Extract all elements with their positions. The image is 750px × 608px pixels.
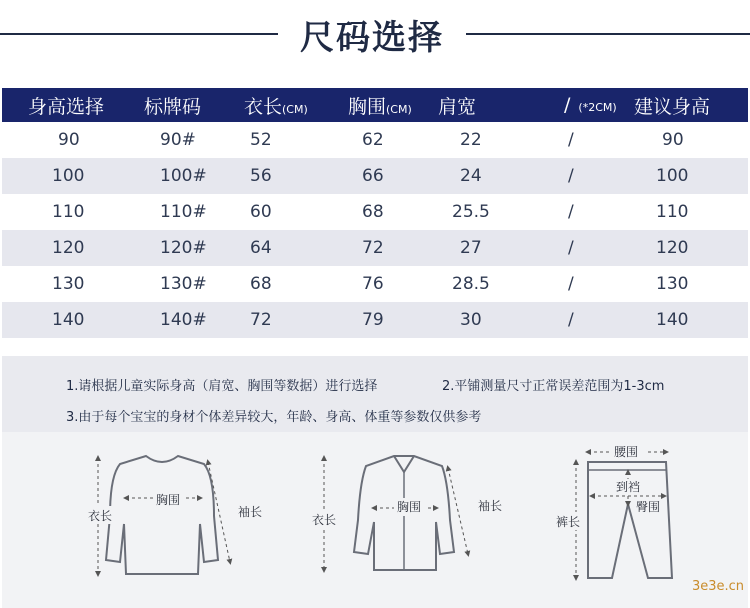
cell-slash: /	[568, 202, 574, 222]
header-label: /	[564, 94, 571, 116]
header-label: 肩宽	[438, 95, 477, 118]
pants-hip-label: 臀围	[636, 500, 661, 514]
cell-suggested-height: 140	[632, 302, 748, 338]
cell-height-select: 90	[58, 130, 80, 150]
cell-height-select: 100	[2, 158, 140, 194]
shirt-chest-label: 胸围	[397, 500, 422, 514]
note-3: 3.由于每个宝宝的身材个体差异较大，年龄、身高、体重等参数仅供参考	[66, 410, 482, 425]
cell-slash: /	[546, 158, 632, 194]
cell-shoulder: 24	[436, 158, 546, 194]
table-header-row	[2, 88, 748, 122]
pants-length-label: 裤长	[556, 515, 581, 529]
title-row	[0, 0, 750, 72]
notes-panel	[2, 356, 748, 432]
header-label: 身高选择	[28, 95, 105, 118]
sweater-length-label: 衣长	[88, 509, 113, 523]
header-suggested-height	[632, 88, 748, 122]
cell-height-select: 140	[2, 302, 140, 338]
header-label: 胸围	[348, 95, 387, 118]
cell-shoulder: 25.5	[452, 202, 490, 222]
shirt-sleeve-line	[448, 468, 468, 554]
cell-chest: 66	[344, 158, 436, 194]
table-row	[2, 122, 748, 158]
table-row	[2, 266, 748, 302]
cell-tag-size: 120#	[140, 230, 240, 266]
watermark: 3e3e.cn	[691, 579, 744, 594]
diagram-canvas	[2, 432, 748, 608]
table-row	[2, 302, 748, 338]
table-row	[2, 194, 748, 230]
header-shoulder	[436, 88, 546, 122]
cell-length: 60	[250, 202, 272, 222]
cell-slash: /	[546, 302, 632, 338]
cell-suggested-height: 100	[632, 158, 748, 194]
title-divider-left	[0, 33, 278, 35]
table-row	[2, 158, 748, 194]
cell-height-select: 110	[52, 202, 85, 222]
cell-tag-size: 140#	[140, 302, 240, 338]
cell-height-select: 120	[2, 230, 140, 266]
cell-chest: 79	[344, 302, 436, 338]
cell-tag-size: 110#	[160, 202, 207, 222]
header-label: 建议身高	[634, 95, 711, 118]
cell-suggested-height: 90	[662, 130, 684, 150]
cell-shoulder: 28.5	[452, 274, 490, 294]
shirt-sleeve-label: 袖长	[478, 499, 503, 513]
header-height-select	[2, 88, 140, 122]
cell-tag-size: 90#	[160, 130, 196, 150]
sweater-outline	[106, 456, 218, 574]
shirt-diagram	[310, 456, 510, 570]
pants-diagram	[554, 444, 672, 578]
table-row	[2, 230, 748, 266]
note-1: 1.请根据儿童实际身高（肩宽、胸围等数据）进行选择	[66, 379, 378, 394]
shirt-length-label: 衣长	[312, 513, 337, 527]
cell-length: 72	[240, 302, 344, 338]
sweater-chest-label: 胸围	[156, 493, 181, 507]
header-tag-size	[140, 88, 240, 122]
note-2: 2.平铺测量尺寸正常误差范围为1-3cm	[442, 379, 665, 394]
cell-tag-size: 100#	[140, 158, 240, 194]
cell-shoulder: 22	[460, 130, 482, 150]
header-unit: (CM)	[282, 102, 308, 116]
cell-suggested-height: 130	[656, 274, 689, 294]
header-chest	[344, 88, 436, 122]
cell-chest: 62	[362, 130, 384, 150]
cell-length: 64	[240, 230, 344, 266]
cell-length: 52	[250, 130, 272, 150]
shirt-collar	[394, 456, 414, 472]
cell-tag-size: 130#	[160, 274, 207, 294]
header-label: 衣长	[244, 95, 283, 118]
cell-chest: 76	[362, 274, 384, 294]
cell-chest: 72	[344, 230, 436, 266]
header-slash	[546, 88, 632, 122]
pants-crotch-label: 到裆	[616, 480, 641, 494]
header-label: 标牌码	[144, 95, 202, 118]
header-unit: (*2CM)	[578, 101, 617, 114]
title-divider-right	[466, 33, 750, 35]
header-length	[240, 88, 344, 122]
header-unit: (CM)	[386, 102, 412, 116]
cell-suggested-height: 120	[632, 230, 748, 266]
cell-shoulder: 27	[436, 230, 546, 266]
cell-length: 68	[250, 274, 272, 294]
measurement-diagrams	[2, 432, 748, 608]
cell-slash: /	[568, 274, 574, 294]
pants-waist-label: 腰围	[614, 445, 639, 459]
page-title: 尺码选择	[300, 18, 444, 58]
cell-chest: 68	[362, 202, 384, 222]
cell-shoulder: 30	[436, 302, 546, 338]
cell-height-select: 130	[52, 274, 85, 294]
cell-length: 56	[240, 158, 344, 194]
sweater-sleeve-label: 袖长	[238, 505, 263, 519]
cell-suggested-height: 110	[656, 202, 689, 222]
cell-slash: /	[568, 130, 574, 150]
size-table	[2, 88, 748, 338]
sweater-sleeve-line	[208, 462, 230, 562]
sweater-diagram	[86, 456, 270, 574]
cell-slash: /	[546, 230, 632, 266]
